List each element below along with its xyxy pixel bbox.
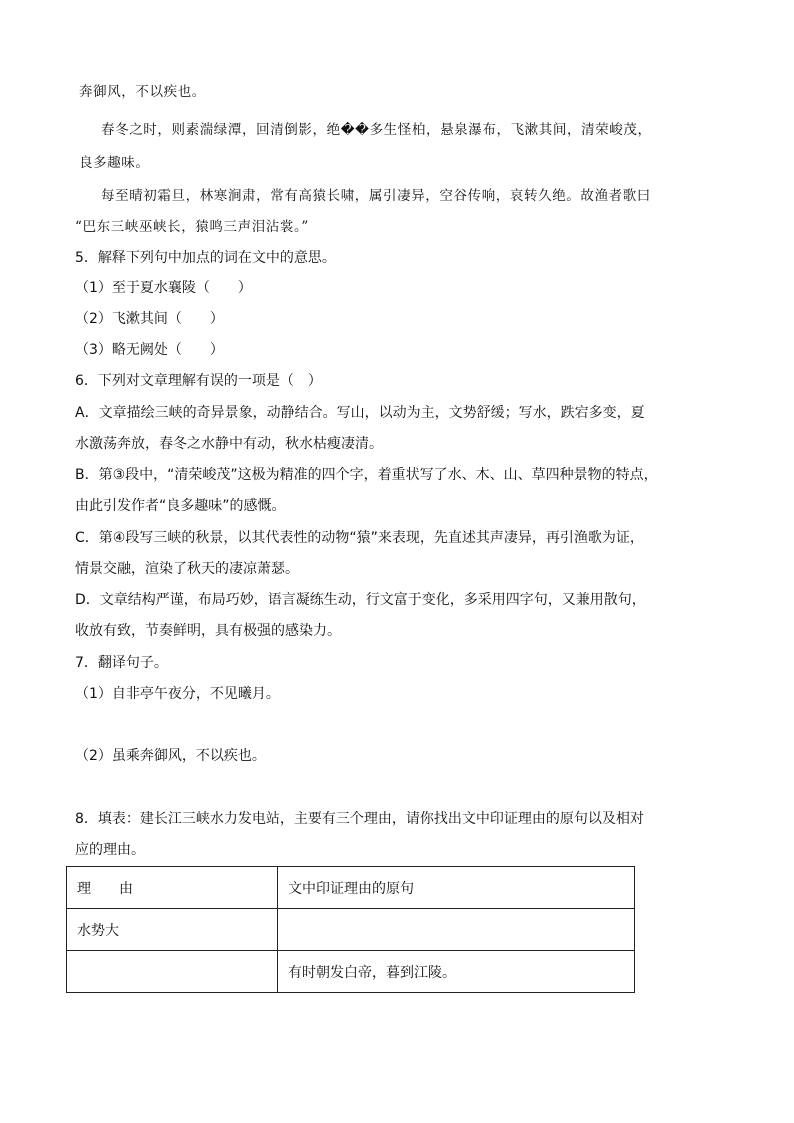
passage-paragraph-3-line-2: 良多趣味。 <box>79 155 150 171</box>
passage-paragraph-4-line-1: 每至晴初霜旦，林寒涧肃，常有高猿长啸，属引凄异，空谷传响，哀转久绝。故渔者歌曰 <box>101 188 651 204</box>
question-6-option-b-line-1: B．第③段中，“清荣峻茂”这极为精准的四个字，着重状写了水、木、山、草四种景物的特点， <box>75 467 658 483</box>
question-6-option-c-line-2: 情景交融，渲染了秋天的凄凉萧瑟。 <box>75 561 299 577</box>
question-6-option-d-line-2: 收放有致，节奏鲜明，具有极强的感染力。 <box>75 623 341 639</box>
question-7-item-2: （2）虽乘奔御风，不以疾也。 <box>75 748 266 764</box>
table-cell-original-sentence: 有时朝发白帝，暮到江陵。 <box>278 951 635 993</box>
table-row <box>67 951 635 993</box>
passage-paragraph-3-line-1: 春冬之时，则素湍绿潭，回清倒影，绝��多生怪柏，悬泉瀑布，飞漱其间，清荣峻茂， <box>101 122 652 138</box>
table-header-reason: 理 由 <box>67 867 278 909</box>
passage-paragraph-4-line-2: “巴东三峡巫峡长，猿鸣三声泪沾裳。” <box>75 219 309 235</box>
question-6-option-b-line-2: 由此引发作者“良多趣味”的感慨。 <box>75 498 286 514</box>
question-8-stem-line-1: 8．填表：建长江三峡水力发电站，主要有三个理由，请你找出文中印证理由的原句以及相对 <box>75 811 644 827</box>
question-6-option-d-line-1: D．文章结构严谨，布局巧妙，语言凝练生动，行文富于变化，多采用四字句，又兼用散句， <box>75 592 646 608</box>
question-6-stem: 6．下列对文章理解有误的一项是（ ） <box>75 373 322 389</box>
question-6-option-c-line-1: C．第④段写三峡的秋景，以其代表性的动物“猿”来表现，先直述其声凄异，再引渔歌为证， <box>75 530 644 546</box>
question-8-answer-table <box>66 866 635 993</box>
question-5-item-2: （2）飞漱其间（ ） <box>75 311 224 327</box>
question-5-item-1: （1）至于夏水襄陵（ ） <box>75 280 252 296</box>
table-row <box>67 909 635 951</box>
question-6-option-a-line-2: 水激荡奔放，春冬之水静中有动，秋水枯瘦凄清。 <box>75 436 383 452</box>
table-header-row <box>67 867 635 909</box>
question-7-stem: 7．翻译句子。 <box>75 655 168 671</box>
question-8-stem-line-2: 应的理由。 <box>75 842 145 858</box>
passage-paragraph-2-end: 奔御风，不以疾也。 <box>79 84 206 100</box>
question-5-stem: 5．解释下列句中加点的词在文中的意思。 <box>75 250 336 266</box>
table-header-original-sentence: 文中印证理由的原句 <box>278 867 635 909</box>
table-cell-original-sentence[interactable] <box>278 909 635 951</box>
table-cell-reason: 水势大 <box>67 909 278 951</box>
question-6-option-a-line-1: A．文章描绘三峡的奇异景象，动静结合。写山，以动为主，文势舒缓；写水，跌宕多变，夏 <box>75 405 645 421</box>
question-5-item-3: （3）略无阙处（ ） <box>75 342 224 358</box>
question-7-item-1: （1）自非亭午夜分，不见曦月。 <box>75 686 280 702</box>
table-cell-reason[interactable] <box>67 951 278 993</box>
